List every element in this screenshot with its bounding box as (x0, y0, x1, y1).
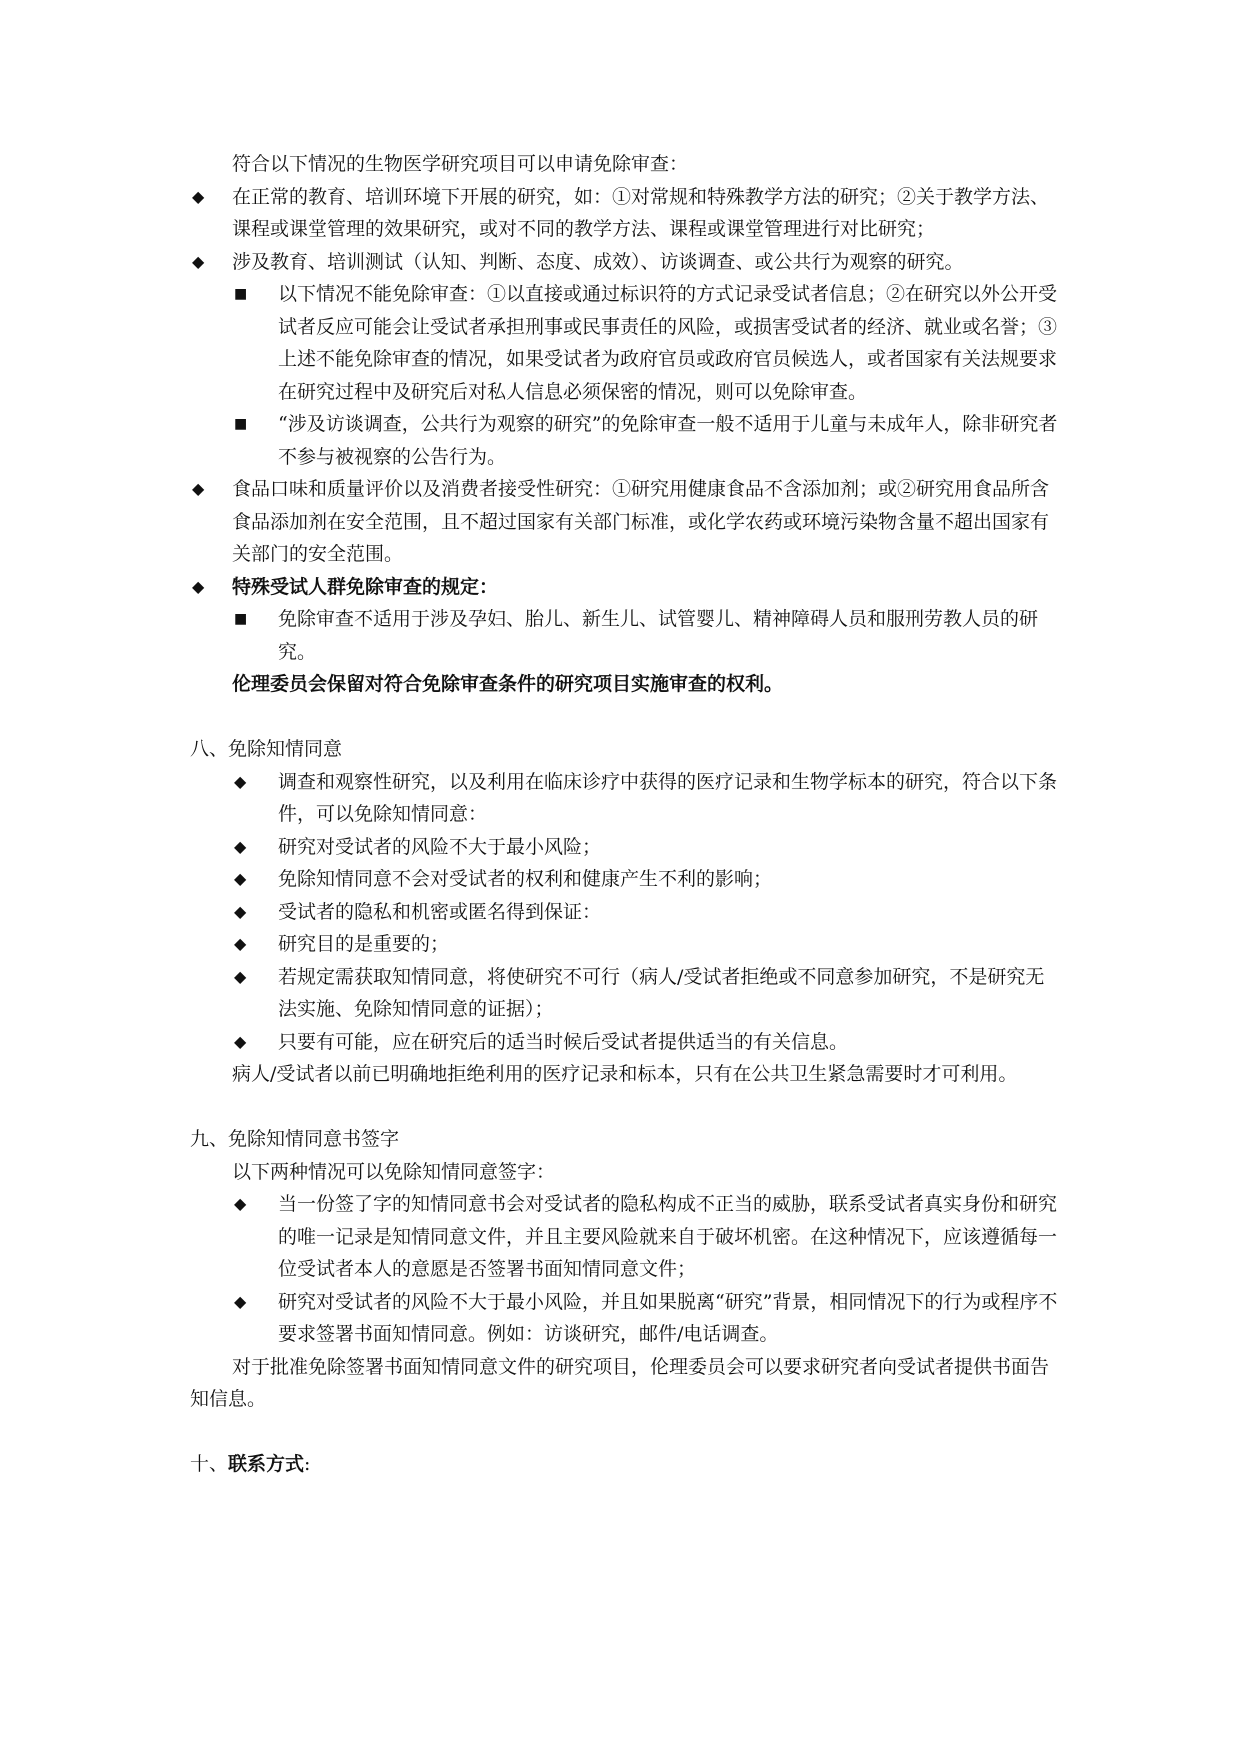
section9-title: 九、免除知情同意书签字 (190, 1128, 400, 1150)
section10-title-prefix: 十、 (190, 1453, 229, 1475)
section8-item-text: 只要有可能，应在研究后的适当时候后受试者提供适当的有关信息。 (278, 1030, 849, 1053)
square-bullet-icon: ■ (234, 416, 248, 432)
section8-item-text: 研究对受试者的风险不大于最小风险； (278, 835, 602, 858)
section9-item (190, 1188, 1060, 1286)
section8-item (190, 831, 1060, 864)
exempt-sub-item (190, 278, 1060, 408)
diamond-bullet-icon: ◆ (192, 479, 205, 498)
document-page (190, 148, 1060, 1481)
food-item-text: 食品口味和质量评价以及消费者接受性研究：①研究用健康食品不含添加剂；或②研究用食品所含食品添加剂在安全范围，且不超过国家有关部门标准，或化学农药或环境污染物含量不超出国家有关部门的安全范围。 (232, 478, 1050, 565)
section10-title (190, 1448, 1060, 1481)
section10-title-suffix: : (304, 1453, 311, 1475)
section8-item (190, 1026, 1060, 1059)
diamond-bullet-icon: ◆ (234, 1031, 247, 1051)
section8-item-text: 调查和观察性研究，以及利用在临床诊疗中获得的医疗记录和生物学标本的研究，符合以下条件，可以免除知情同意： (278, 770, 1058, 825)
diamond-bullet-icon: ◆ (234, 1291, 247, 1311)
special-heading (190, 571, 1060, 604)
exempt-sub-item-text: 以下情况不能免除审查：①以直接或通过标识符的方式记录受试者信息；②在研究以外公开受试者反应可能会让受试者承担刑事或民事责任的风险，或损害受试者的经济、就业或名誉；③上述不能免除审查的情况，如果受试者为政府官员或政府官员候选人，或者国家有关法规要求在研究过程中及研究后对私人信息必须保密的情况，则可以免除审查。 (278, 283, 1058, 403)
section8-item (190, 766, 1060, 831)
diamond-bullet-icon: ◆ (234, 901, 247, 921)
section8-item (190, 961, 1060, 1026)
special-sub-item-text: 免除审查不适用于涉及孕妇、胎儿、新生儿、试管婴儿、精神障碍人员和服刑劳教人员的研究。 (278, 608, 1039, 663)
section8-item-text: 免除知情同意不会对受试者的权利和健康产生不利的影响； (278, 868, 773, 890)
section9-intro: 以下两种情况可以免除知情同意签字： (232, 1160, 556, 1183)
section8-item (190, 928, 1060, 961)
food-item (190, 473, 1060, 571)
exempt-item (190, 246, 1060, 279)
exempt-item-text: 在正常的教育、培训环境下开展的研究，如：①对常规和特殊教学方法的研究；②关于教学方法、课程或课堂管理的效果研究，或对不同的教学方法、课程或课堂管理进行对比研究； (232, 185, 1050, 240)
special-heading-text: 特殊受试人群免除审查的规定： (232, 575, 499, 598)
diamond-bullet-icon: ◆ (234, 934, 247, 953)
section8-item (190, 896, 1060, 929)
diamond-bullet-icon: ◆ (192, 251, 205, 271)
diamond-bullet-icon: ◆ (234, 869, 247, 888)
intro-text: 符合以下情况的生物医学研究项目可以申请免除审查： (232, 153, 689, 175)
exempt-item (190, 181, 1060, 246)
diamond-bullet-icon: ◆ (234, 966, 247, 986)
square-bullet-icon: ■ (234, 611, 248, 627)
diamond-bullet-icon: ◆ (234, 771, 247, 791)
section10-title-text: 联系方式 (228, 1453, 305, 1475)
section8-item-text: 受试者的隐私和机密或匿名得到保证： (278, 900, 602, 923)
exempt-sub-item (190, 408, 1060, 473)
section9-item-text: 当一份签了字的知情同意书会对受试者的隐私构成不正当的威胁，联系受试者真实身份和研究的唯一记录是知情同意文件，并且主要风险就来自于破坏机密。在这种情况下，应该遵循每一位受试者本人的意愿是否签署书面知情同意文件； (278, 1193, 1058, 1280)
section8-title: 八、免除知情同意 (190, 738, 343, 760)
diamond-bullet-icon: ◆ (234, 1194, 247, 1213)
section8-item (190, 863, 1060, 896)
section9-note: 对于批准免除签署书面知情同意文件的研究项目，伦理委员会可以要求研究者向受试者提供书面告知信息。 (190, 1355, 1050, 1410)
section9-item (190, 1286, 1060, 1351)
section8-note: 病人/受试者以前已明确地拒绝利用的医疗记录和标本，只有在公共卫生紧急需要时才可利用。 (232, 1063, 1018, 1085)
section8-item-text: 研究目的是重要的； (278, 933, 450, 955)
special-sub-item (190, 603, 1060, 668)
exempt-sub-item-text: “涉及访谈调查，公共行为观察的研究”的免除审查一般不适用于儿童与未成年人，除非研究者不参与被视察的公告行为。 (278, 413, 1058, 468)
diamond-bullet-icon: ◆ (192, 186, 205, 206)
diamond-bullet-icon: ◆ (234, 836, 247, 856)
square-bullet-icon: ■ (234, 286, 248, 302)
section8-item-text: 若规定需获取知情同意，将使研究不可行（病人/受试者拒绝或不同意参加研究，不是研究无法实施、免除知情同意的证据）； (278, 965, 1045, 1020)
exempt-item-text: 涉及教育、培训测试（认知、判断、态度、成效）、访谈调查、或公共行为观察的研究。 (232, 250, 964, 273)
diamond-bullet-icon: ◆ (192, 576, 205, 596)
section9-item-text: 研究对受试者的风险不大于最小风险，并且如果脱离“研究”背景，相同情况下的行为或程序不要求签署书面知情同意。例如：访谈研究，邮件/电话调查。 (278, 1290, 1058, 1345)
reserve-note: 伦理委员会保留对符合免除审查条件的研究项目实施审查的权利。 (232, 673, 784, 695)
